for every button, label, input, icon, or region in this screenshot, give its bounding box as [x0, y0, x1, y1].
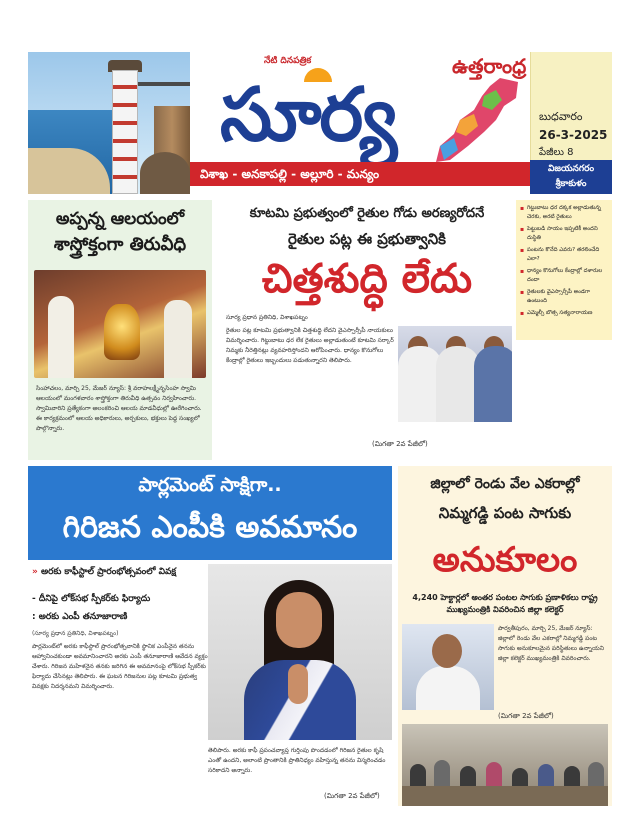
lighthouse-image: [112, 70, 138, 194]
temple-headline: [32, 206, 208, 258]
mp-sub-bullet: - దీనిపై లోక్‌సభ స్పీకర్‌కు ఫిర్యాదు: [32, 594, 151, 604]
mp-headline: గిరిజన ఎంపీకి అవమానం: [62, 510, 358, 545]
north-andhra-map-icon: [430, 76, 522, 164]
temple-photo: [34, 270, 206, 378]
press-meet-photo: [398, 326, 512, 422]
farmer-kicker: కూటమి ప్రభుత్వంలో రైతుల గోడు అరణ్యరోదనే: [249, 206, 485, 221]
mp-story: [28, 466, 392, 806]
farmer-story: [222, 200, 512, 460]
highlight-item: ▪ పంటను కొనేది ఎవరు? తరలించేది ఎలా?: [520, 246, 609, 264]
land-headline-line2: నిమ్మగడ్డి పంట సాగుకు: [438, 504, 572, 522]
edition-info: [530, 52, 612, 160]
masthead-title-block: [190, 52, 530, 194]
mp-kicker: పార్లమెంట్ సాక్షిగా..: [138, 474, 282, 496]
newspaper-title: సూర్య: [220, 72, 396, 158]
farmer-byline: సూర్య ప్రధాన ప్రతినిధి, విశాఖపట్నం: [226, 314, 308, 321]
highlight-item: ▪ రైతులకు వైఎస్సార్సీపీ అండగా ఉంటుంది: [520, 288, 609, 306]
temple-headline-line1: అప్పన్న ఆలయంలో: [55, 209, 185, 229]
highlight-item: ▪ పెట్టుబడి సాయం ఇప్పటికీ అందని దుస్థితి: [520, 225, 609, 243]
masthead: [28, 52, 612, 194]
side-cities: [530, 160, 612, 194]
deity-image: [104, 304, 140, 360]
mp-continued: (మిగతా 2వ పేజీలో): [324, 792, 380, 800]
farmer-subhead: రైతుల పట్ల ఈ ప్రభుత్వానికి: [288, 230, 446, 248]
land-headline: అనుకూలం: [432, 540, 578, 580]
city-srikakulam: శ్రీకాకుళం: [555, 179, 587, 189]
mp-name-line: : అరకు ఎంపీ తనూజారాణి: [32, 612, 128, 622]
mp-byline: (సూర్య ప్రధాన ప్రతినిధి, విశాఖపట్నం): [32, 630, 119, 637]
mp-body-text-right: తెలిపారు. అరకు కాఫీ ప్రపంచవ్యాప్త గుర్తింపు పొందడంలో గిరిజన రైతుల కృషి ఎంతో ఉందని, అలాంటి ప్రాంతానికి ప్రాతినిధ్యం వహిస్తున్న తనను విస్మరించడం సరికాదని అన్నారు.: [208, 747, 386, 774]
mp-bullet-text: అరకు కాఫీస్టాల్ ప్రారంభోత్సవంలో వివక్ష: [40, 567, 177, 577]
land-headline-line1: జిల్లాలో రెండు వేల ఎకరాల్లో: [430, 476, 580, 492]
highlight-item: ▪ ఎమ్మెల్సీ బొత్స సత్యనారాయణ: [520, 309, 609, 318]
chief-minister-photo: [402, 624, 494, 710]
mp-bullet: [32, 566, 222, 578]
masthead-photo-collage: [28, 52, 190, 194]
farmer-continued: (మిగతా 2వ పేజీలో): [372, 440, 428, 448]
page-count: పేజీలు 8: [539, 147, 574, 158]
edition-day: బుధవారం: [539, 110, 583, 123]
masthead-tagline: నేటి దినపత్రిక: [264, 56, 312, 66]
temple-story: [28, 200, 212, 460]
mp-portrait-photo: [208, 564, 392, 740]
bullet-arrow-icon: »: [32, 567, 41, 577]
land-continued: (మిగతా 2వ పేజీలో): [498, 712, 554, 720]
temple-headline-line2: శాస్త్రోక్తంగా తిరువీధి: [53, 234, 187, 255]
lemongrass-story: [398, 466, 612, 806]
farmer-body-text: రైతుల పట్ల కూటమి ప్రభుత్వానికి చిత్తశుద్ధి లేదని వైఎస్సార్సీపీ నాయకులు విమర్శించారు. గిట్టుబాటు ధర లేక రైతులు అల్లాడుతుంటే కూటమి సర్కార్ నిమ్మకు నీరెత్తినట్లు వ్యవహరిస్తోందని ఆరోపించారు. ధాన్యం కొనుగోలు కేంద్రాల్లో రైతులు ఇబ్బందులు పడుతున్నారని తెలిపారు.: [226, 327, 394, 364]
land-subhead: 4,240 హెక్టార్లలో అంతర పంటల సాగుకు ప్రణాళికలు రాష్ట్ర ముఖ్యమంత్రికి వివరించిన జిల్లా కలెక్టర్: [412, 593, 598, 614]
highlight-item: ▪ ధాన్యం కొనుగోలు కేంద్రాల్లో దళారుల దందా: [520, 267, 609, 285]
city-vizianagaram: విజయనగరం: [547, 164, 595, 174]
land-body-text: పార్వతీపురం, మార్చి 25, మేజర్ న్యూస్: జిల్లాలో రెండు వేల ఎకరాల్లో నిమ్మగడ్డి పంట సాగుకు అనుకూలమైన పరిస్థితులు ఉన్నాయని జిల్లా కలెక్టర్ ముఖ్యమంత్రికి వివరించారు.: [498, 625, 604, 662]
mp-body-text: పార్లమెంట్‌లో అరకు కాఫీస్టాల్ ప్రారంభోత్సవానికి స్థానిక ఎంపీనైన తనను ఆహ్వానించకుండా అవమానించారని అరకు ఎంపీ తనూజారాణి ఆవేదన వ్యక్తం చేశారు. గిరిజన మహిళనైన తనకు జరిగిన ఈ అవమానంపై లోక్‌సభ స్పీకర్‌కు ఫిర్యాదు చేసినట్లు తెలిపారు. ఈ ఘటన గిరిజనుల పట్ల కూటమి ప్రభుత్వ వివక్షకు నిదర్శనమని విమర్శించారు.: [32, 643, 208, 690]
districts-bar: విశాఖ - అనకాపల్లి - అల్లూరి - మన్యం: [190, 162, 530, 186]
edition-date: 26-3-2025: [539, 128, 608, 142]
temple-body-text: సింహాచలం, మార్చి 25, మేజర్ న్యూస్: శ్రీ వరాహలక్ష్మీనృసింహ స్వామి ఆలయంలో మంగళవారం శాస్త్రోక్తంగా తిరువీధి ఉత్సవం నిర్వహించారు. స్వామివారిని ప్రత్యేకంగా అలంకరించి ఆలయ మాడవీధుల్లో ఊరేగించారు. ఈ కార్యక్రమంలో ఆలయ అధికారులు, అర్చకులు, భక్తులు పెద్ద సంఖ్యలో పాల్గొన్నారు.: [36, 385, 202, 432]
region-name: ఉత్తరాంధ్ర: [452, 54, 527, 78]
farmer-headline: చిత్తశుద్ధి లేదు: [261, 256, 473, 302]
sidebar-highlights: [516, 200, 612, 340]
mp-headline-band: [28, 466, 392, 560]
meeting-photo: [402, 724, 608, 806]
highlight-item: ▪ గిట్టుబాటు ధర దక్కక అల్లాడుతున్న చెరకు, అరటి రైతులు: [520, 204, 609, 222]
